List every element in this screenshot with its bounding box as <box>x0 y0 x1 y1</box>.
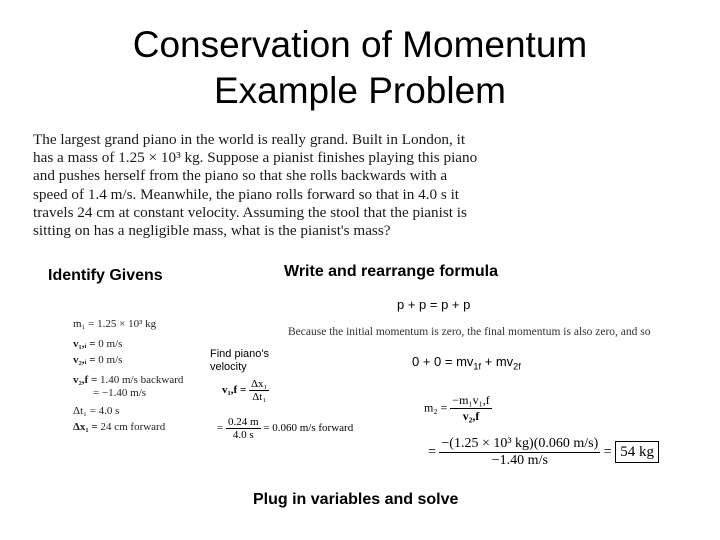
problem-line: sitting on has a negligible mass, what is the pianist's mass? <box>33 222 391 240</box>
given-v2f: v₂,f = 1.40 m/s backward <box>73 374 184 386</box>
given-v1i: v₁,ᵢ = 0 m/s <box>73 338 123 350</box>
problem-line: and pushes herself from the piano so that she rolls backwards with a <box>33 167 448 185</box>
title-line-1: Conservation of Momentum <box>132 24 588 65</box>
problem-line: The largest grand piano in the world is really grand. Built in London, it <box>33 131 466 148</box>
explanation-text: Because the initial momentum is zero, the final momentum is also zero, and so <box>288 326 651 338</box>
velocity-lhs: v₁,f = <box>222 384 247 397</box>
given-v2f-signed: = −1.40 m/s <box>93 387 147 399</box>
solution-equation: = $\frac{\text{−(1.25 × 10³ kg)(0.060 m/s)}}{-1.40 m/s}$ = 54 kg <box>428 436 659 469</box>
given-v2i: v₂,ᵢ = 0 m/s <box>73 354 123 366</box>
heading-formula: Write and rearrange formula <box>284 263 498 280</box>
given-dx: Δx₁ = 24 cm forward <box>73 421 166 433</box>
zero-momentum-equation: $0 + 0 = mv_{1f} + mv_{2f}$ <box>412 354 521 372</box>
problem-line: travels 24 cm at constant velocity. Assuming the stool that the pianist is <box>33 203 467 221</box>
velocity-fraction: $\frac{\text{Δx₁}}{\text{Δt₁}}$ <box>250 378 268 403</box>
problem-statement <box>33 131 478 240</box>
mass-fraction: $\frac{\text{−m₁v₁,f}}{\text{v₂,f}}$ <box>452 393 490 423</box>
given-m1: m₁ = 1.25 × 10³ kg <box>73 318 157 330</box>
problem-line: speed of 1.4 m/s. Meanwhile, the piano rolls forward so that in 4.0 s it <box>33 185 460 203</box>
given-dt: Δt₁ = 4.0 s <box>73 405 120 417</box>
velocity-number-fraction: $\frac{0.24 m}{4.0 s}$ <box>227 416 259 441</box>
heading-plug-in: Plug in variables and solve <box>253 491 459 508</box>
givens-list <box>73 316 183 435</box>
heading-identify-givens: Identify Givens <box>48 267 163 284</box>
solution-fraction: $\frac{\text{−(1.25 × 10³ kg)(0.060 m/s)}}{-1.40 m/s}$ <box>441 436 599 468</box>
mass-equation: m₂ = $\frac{\text{−m₁v₁,f}}{\text{v₂,f}}$ <box>424 393 490 423</box>
page-title <box>0 22 720 114</box>
velocity-caption: Find piano's velocity <box>210 348 269 373</box>
problem-line: has a mass of 1.25 × 10³ kg. Suppose a pianist finishes playing this piano <box>33 149 478 167</box>
momentum-equation: p + p = p + p <box>397 297 471 312</box>
title-line-2: Example Problem <box>213 70 506 111</box>
velocity-result: = $\frac{0.24 m}{4.0 s}$ = 0.060 m/s forward <box>217 416 354 441</box>
velocity-equation <box>222 378 269 403</box>
answer-box: 54 kg <box>615 441 659 463</box>
